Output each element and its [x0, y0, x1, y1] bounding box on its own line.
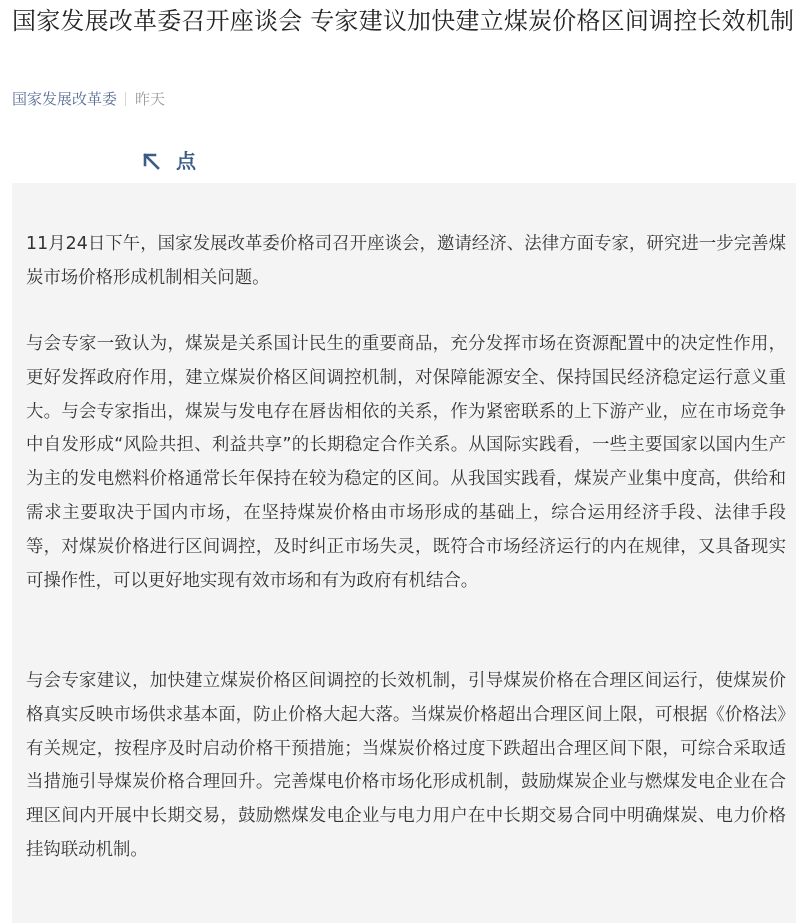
article-meta	[12, 88, 165, 110]
paragraph-2: 与会专家一致认为，煤炭是关系国计民生的重要商品，充分发挥市场在资源配置中的决定性作用，更好发挥政府作用，建立煤炭价格区间调控机制，对保障能源安全、保持国民经济稳定运行意义重大。与会专家指出，煤炭与发电存在唇齿相依的关系，作为紧密联系的上下游产业，应在市场竞争中自发形成“风险共担、利益共享”的长期稳定合作关系。从国际实践看，一些主要国家以国内生产为主的发电燃料价格通常长年保持在较为稳定的区间。从我国实践看，煤炭产业集中度高，供给和需求主要取决于国内市场，在坚持煤炭价格由市场形成的基础上，综合运用经济手段、法律手段等，对煤炭价格进行区间调控，及时纠正市场失灵，既符合市场经济运行的内在规律，又具备现实可操作性，可以更好地实现有效市场和有为政府有机结合。	[26, 334, 786, 591]
highlight-heading	[142, 147, 196, 175]
source-link[interactable]: 国家发展改革委	[12, 90, 118, 108]
article-body	[12, 183, 796, 923]
meta-divider	[125, 92, 126, 106]
paragraph-3: 与会专家建议，加快建立煤炭价格区间调控的长效机制，引导煤炭价格在合理区间运行，使煤炭价格真实反映市场供求基本面，防止价格大起大落。当煤炭价格超出合理区间上限，可根据《价格法》有关规定，按程序及时启动价格干预措施；当煤炭价格过度下跌超出合理区间下限，可综合采取适当措施引导煤炭价格合理回升。完善煤电价格市场化形成机制，鼓励煤炭企业与燃煤发电企业在合理区间内开展中长期交易，鼓励燃煤发电企业与电力用户在中长期交易合同中明确煤炭、电力价格挂钩联动机制。	[26, 671, 786, 860]
article-title: 国家发展改革委召开座谈会 专家建议加快建立煤炭价格区间调控长效机制	[12, 7, 795, 35]
corner-arrow-icon	[142, 152, 160, 170]
publish-date: 昨天	[135, 90, 166, 108]
highlight-label: 点	[176, 149, 196, 173]
paragraph-1: 11月24日下午，国家发展改革委价格司召开座谈会，邀请经济、法律方面专家，研究进一步完善煤炭市场价格形成机制相关问题。	[26, 234, 786, 288]
